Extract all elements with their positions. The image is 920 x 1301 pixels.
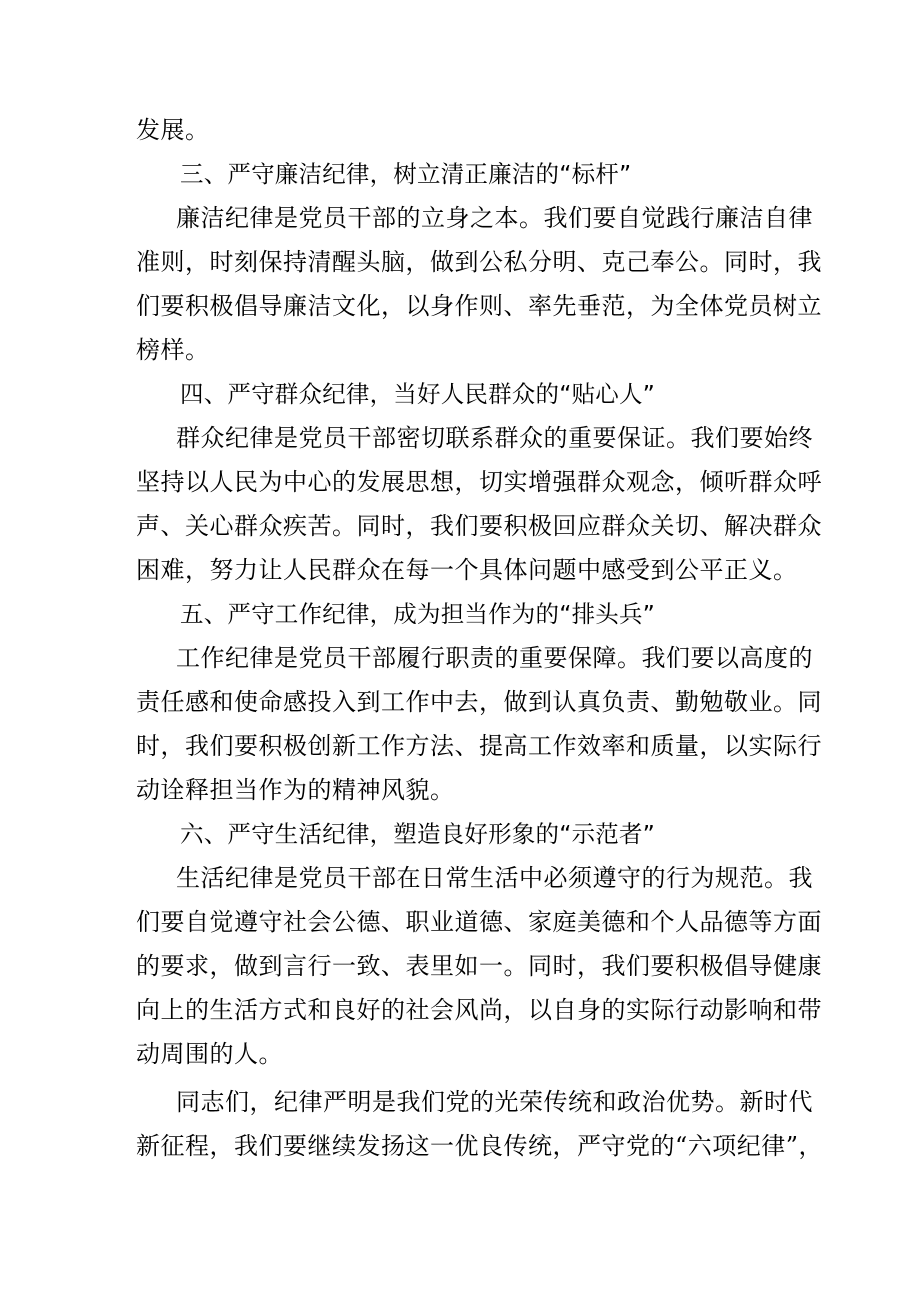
paragraph-line: 榜样。 [136, 336, 210, 364]
paragraph-line: 困难，努力让人民群众在每一个具体问题中感受到公平正义。 [136, 556, 798, 584]
paragraph-line: 们要自觉遵守社会公德、职业道德、家庭美德和个人品德等方面 [136, 908, 822, 936]
paragraph-line: 动诠释担当作为的精神风貌。 [136, 776, 455, 804]
paragraph-line: 声、关心群众疾苦。同时，我们要积极回应群众关切、解决群众 [136, 512, 822, 540]
paragraph-line: 新征程，我们要继续发扬这一优良传统，严守党的“六项纪律”， [136, 1132, 824, 1160]
document-body [136, 108, 824, 1168]
paragraph-line: 责任感和使命感投入到工作中去，做到认真负责、勤勉敬业。同 [136, 688, 822, 716]
paragraph-6 [136, 856, 822, 1076]
paragraph-line: 群众纪律是党员干部密切联系群众的重要保证。我们要始终 [176, 424, 813, 452]
paragraph-4 [136, 416, 822, 592]
paragraph-line: 工作纪律是党员干部履行职责的重要保障。我们要以高度的 [176, 644, 813, 672]
paragraph-5 [136, 636, 822, 812]
paragraph-line: 同志们，纪律严明是我们党的光荣传统和政治优势。新时代 [176, 1088, 813, 1116]
paragraph-line: 们要积极倡导廉洁文化，以身作则、率先垂范，为全体党员树立 [136, 292, 822, 320]
paragraph-line: 坚持以人民为中心的发展思想，切实增强群众观念，倾听群众呼 [136, 468, 822, 496]
paragraph-line: 廉洁纪律是党员干部的立身之本。我们要自觉践行廉洁自律 [176, 204, 813, 232]
paragraph-line: 向上的生活方式和良好的社会风尚，以自身的实际行动影响和带 [136, 996, 822, 1024]
section-heading-6: 六、严守生活纪律，塑造良好形象的“示范者” [180, 820, 656, 848]
section-heading-5: 五、严守工作纪律，成为担当作为的“排头兵” [180, 600, 656, 628]
paragraph-line: 发展。 [136, 116, 210, 144]
paragraph-line: 的要求，做到言行一致、表里如一。同时，我们要积极倡导健康 [136, 952, 822, 980]
paragraph-line: 准则，时刻保持清醒头脑，做到公私分明、克己奉公。同时，我 [136, 248, 822, 276]
section-heading-4: 四、严守群众纪律，当好人民群众的“贴心人” [180, 380, 656, 408]
paragraph-3 [136, 196, 822, 372]
paragraph-7 [136, 1080, 824, 1168]
section-heading-3: 三、严守廉洁纪律，树立清正廉洁的“标杆” [180, 160, 632, 188]
paragraph-line: 时，我们要积极创新工作方法、提高工作效率和质量，以实际行 [136, 732, 822, 760]
paragraph-line: 生活纪律是党员干部在日常生活中必须遵守的行为规范。我 [176, 864, 813, 892]
paragraph-line: 动周围的人。 [136, 1040, 283, 1068]
